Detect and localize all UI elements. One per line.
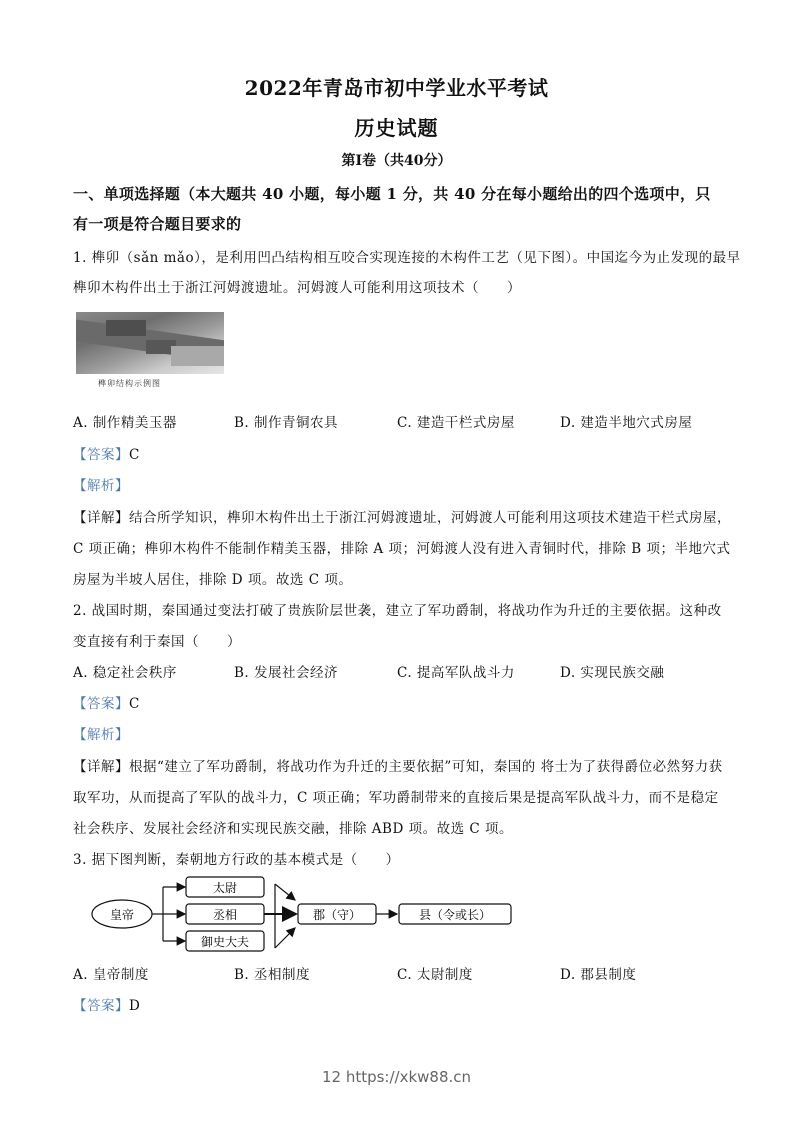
section-instruction-line1: 一、单项选择题（本大题共 40 小题，每小题 1 分，共 40 分在每小题给出的四个选项中，只 [73,185,711,203]
section-instruction-line2: 有一项是符合题目要求的 [73,215,242,233]
answer-label: 【答案】 [73,998,129,1014]
q1-detail-line2: C 项正确；榫卯木构件不能制作精美玉器，排除 A 项；河姆渡人没有进入青铜时代，排除 B 项；半地穴式 [73,541,731,557]
exam-part: 第Ⅰ卷（共40分） [341,153,452,169]
q2-detail-line2: 取军功，从而提高了军队的战斗力，C 项正确；军功爵制带来的直接后果是提高军队战斗力，而不是稳定 [73,790,719,806]
q1-answer [73,443,140,463]
detail-label: 【详解】 [73,759,129,775]
q1-stem-line2: 榫卯木构件出土于浙江河姆渡遗址。河姆渡人可能利用这项技术（ ） [73,280,521,296]
q3-admin-diagram [85,872,525,954]
answer-label: 【答案】 [73,447,129,463]
q2-answer [73,692,140,712]
q3-answer [73,994,140,1014]
detail-label: 【详解】 [73,510,129,526]
q1-option-a: A. 制作精美玉器 [73,415,177,431]
node-emperor: 皇帝 [109,908,135,922]
detail-text: 结合所学知识，榫卯木构件出土于浙江河姆渡遗址，河姆渡人可能利用这项技术建造干栏式房屋， [129,510,731,526]
q3-stem: 3. 据下图判断，秦朝地方行政的基本模式是（ ） [73,852,400,868]
exam-subtitle: 历史试题 [354,116,439,140]
q2-stem-line1: 2. 战国时期，秦国通过变法打破了贵族阶层世袭，建立了军功爵制，将战功作为升迁的主要依据。这种改 [73,603,722,619]
answer-value: C [129,447,140,463]
q1-figure [76,312,226,392]
node-chancellor: 丞相 [212,908,238,922]
q1-detail-line3: 房屋为半坡人居住，排除 D 项。故选 C 项。 [73,572,353,588]
q1-figure-caption: 榫卯结构示例图 [98,379,161,388]
q2-option-a: A. 稳定社会秩序 [73,665,177,681]
q2-stem-line2: 变直接有利于秦国（ ） [73,634,241,650]
q1-option-b: B. 制作青铜农具 [234,415,339,431]
q2-detail-line3: 社会秩序、发展社会经济和实现民族交融，排除 ABD 项。故选 C 项。 [73,821,513,837]
q2-option-b: B. 发展社会经济 [234,665,339,681]
mortise-tenon-photo [76,312,224,374]
q2-analysis-label: 【解析】 [73,727,129,743]
q3-option-b: B. 丞相制度 [234,967,311,983]
q2-option-d: D. 实现民族交融 [560,665,665,681]
q3-option-d: D. 郡县制度 [560,967,637,983]
node-commandery: 郡（守） [312,908,362,922]
q2-option-c: C. 提高军队战斗力 [397,665,515,681]
answer-label: 【答案】 [73,696,129,712]
node-county: 县（令或长） [418,908,492,922]
exam-title: 2022年青岛市初中学业水平考试 [244,76,549,100]
answer-value: D [129,998,141,1014]
q1-stem-line1: 1. 榫卯（sǎn mǎo），是利用凹凸结构相互咬合实现连接的木构件工艺（见下图）。中国迄今为止发现的最早 [73,250,741,266]
q3-option-a: A. 皇帝制度 [73,967,149,983]
q1-analysis-label: 【解析】 [73,478,129,494]
node-taiwei: 太尉 [212,881,238,895]
q2-detail-line1 [73,755,723,775]
q1-detail-line1 [73,506,731,526]
node-censor: 御史大夫 [200,935,250,949]
q1-option-d: D. 建造半地穴式房屋 [560,415,693,431]
q3-option-c: C. 太尉制度 [397,967,473,983]
q1-option-c: C. 建造干栏式房屋 [397,415,515,431]
page-footer: 12 https://xkw88.cn [321,1068,472,1086]
detail-text: 根据“建立了军功爵制，将战功作为升迁的主要依据”可知，秦国的 将士为了获得爵位必然努力获 [129,759,723,775]
answer-value: C [129,696,140,712]
